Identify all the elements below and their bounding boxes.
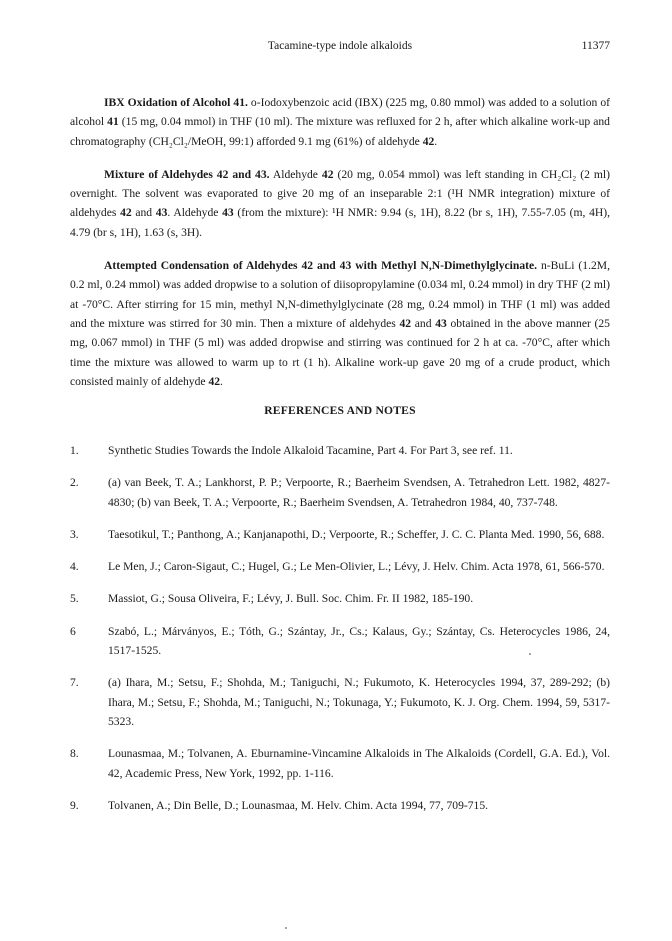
reference-item <box>70 441 610 460</box>
references-list <box>70 441 610 828</box>
reference-number: 3. <box>70 527 79 541</box>
reference-number: 9. <box>70 798 79 812</box>
reference-text: Massiot, G.; Sousa Oliveira, F.; Lévy, J. Bull. Soc. Chim. Fr. II 1982, 185-190. <box>108 592 474 606</box>
reference-number: 2. <box>70 476 79 490</box>
paragraph-heading: IBX Oxidation of Alcohol 41. <box>104 96 248 109</box>
compound-number: 42 <box>422 134 435 148</box>
reference-text: Synthetic Studies Towards the Indole Alkaloid Tacamine, Part 4. For Part 3, see ref. 11. <box>108 444 513 457</box>
compound-number: 41 <box>107 115 119 129</box>
scan-speck <box>285 927 287 929</box>
compound-number: 43 <box>435 316 447 330</box>
reference-item <box>70 673 610 731</box>
reference-number: 4. <box>70 560 79 574</box>
reference-item <box>70 473 610 512</box>
paragraph-aldehyde-mixture: Mixture of Aldehydes 42 and 43. Aldehyde 42 (20 mg, 0.054 mmol) was left standing in CH₂Cl₂ (2 ml) overnight. The solvent was evaporated to give 20 mg of an inseparable 2:1 (¹H NMR integration) mixture of aldehydes 42 and 43. Aldehyde 43 (from the mixture): ¹H NMR: 9.94 (s, 1H), 8.22 (br s, 1H), 7.55-7.05 (m, 4H), 4.79 (br s, 1H), 1.63 (s, 3H). <box>70 167 610 239</box>
reference-item <box>70 525 610 544</box>
paragraph-heading: Attempted Condensation of Aldehydes 42 and 43 with Methyl N,N-Dimethylglycinate. <box>104 259 538 273</box>
compound-number: 43 <box>155 206 168 220</box>
reference-text: Lounasmaa, M.; Tolvanen, A. Eburnamine-Vincamine Alkaloids in The Alkaloids (Cordell, G.A. Ed.), Vol. 42, Academic Press, New York, 1992, pp. 1-116. <box>108 747 610 780</box>
compound-number: 42 <box>399 316 412 330</box>
reference-text: Szabó, L.; Márványos, E.; Tóth, G.; Szántay, Jr., Cs.; Kalaus, Gy.; Szántay, Cs. Heterocycles 1986, 24, 1517-1525. <box>108 624 610 658</box>
reference-number: 1. <box>70 444 79 457</box>
compound-number: 42 <box>321 167 334 181</box>
reference-item <box>70 589 610 608</box>
compound-number: 42 <box>208 374 221 388</box>
reference-number: 5. <box>70 592 79 606</box>
page-number: 11377 <box>581 40 610 52</box>
reference-text: (a) Ihara, M.; Setsu, F.; Shohda, M.; Taniguchi, N.; Fukumoto, K. Heterocycles 1994, 37, 289-292; (b) Ihara, M.; Setsu, F.; Shohda, M.; Taniguchi, N.; Tokunaga, Y.; Fukumoto, K. J. Org. Chem. 1994, 59, 5317-5323. <box>108 676 610 728</box>
reference-item <box>70 744 610 783</box>
paragraph-heading: Mixture of Aldehydes 42 and 43. <box>104 167 270 181</box>
compound-number: 42 <box>120 206 132 220</box>
experimental-section <box>70 93 610 405</box>
reference-number: 8. <box>70 747 79 761</box>
reference-text: (a) van Beek, T. A.; Lankhorst, P. P.; Verpoorte, R.; Baerheim Svendsen, A. Tetrahedron Lett. 1982, 4827-4830; (b) van Beek, T. A.; Verpoorte, R.; Baerheim Svendsen, A. Tetrahedron 1984, 40, 737-748. <box>108 476 610 509</box>
paragraph-attempted-condensation: Attempted Condensation of Aldehydes 42 and 43 with Methyl N,N-Dimethylglycinate. n-BuLi (1.2M, 0.2 ml, 0.24 mmol) was added dropwise to a solution of diisopropylamine (0.034 ml, 0.24 mmol) in dry THF (2 ml) at -70°C. After stirring for 15 min, methyl N,N-dimethylglycinate (28 mg, 0.24 mmol) in THF (1 ml) was added and the mixture was stirred for 30 min. Then a mixture of aldehydes 42 and 43 obtained in the above manner (25 mg, 0.067 mmol) in THF (5 ml) was added dropwise and stirring was continued for 2 h at ca. -70°C, after which time the mixture was allowed to warm up to rt (1 h). Alkaline work-up gave 20 mg of a crude product, which consisted mainly of aldehyde 42. <box>70 259 610 388</box>
reference-item <box>70 557 610 576</box>
references-heading: REFERENCES AND NOTES <box>264 404 416 417</box>
scan-speck <box>529 653 531 655</box>
running-title: Tacamine-type indole alkaloids <box>267 40 413 52</box>
running-head <box>70 40 610 56</box>
reference-item <box>70 796 610 815</box>
compound-number: 43 <box>222 206 234 220</box>
reference-number: 6 <box>70 624 76 638</box>
paragraph-ibx-oxidation: IBX Oxidation of Alcohol 41. o-Iodoxybenzoic acid (IBX) (225 mg, 0.80 mmol) was added to a solution of alcohol 41 (15 mg, 0.04 mmol) in THF (10 ml). The mixture was refluxed for 2 h, after which alkaline work-up and chromatography (CH₂Cl₂/MeOH, 99:1) afforded 9.1 mg (61%) of aldehyde 42. <box>70 96 610 148</box>
reference-text: Taesotikul, T.; Panthong, A.; Kanjanapothi, D.; Verpoorte, R.; Scheffer, J. C. C. Planta Med. 1990, 56, 688. <box>108 527 605 541</box>
reference-number: 7. <box>70 676 79 690</box>
reference-text: Le Men, J.; Caron-Sigaut, C.; Hugel, G.; Le Men-Olivier, L.; Lévy, J. Helv. Chim. Acta 1978, 61, 566-570. <box>108 560 605 574</box>
reference-text: Tolvanen, A.; Din Belle, D.; Lounasmaa, M. Helv. Chim. Acta 1994, 77, 709-715. <box>108 798 489 812</box>
